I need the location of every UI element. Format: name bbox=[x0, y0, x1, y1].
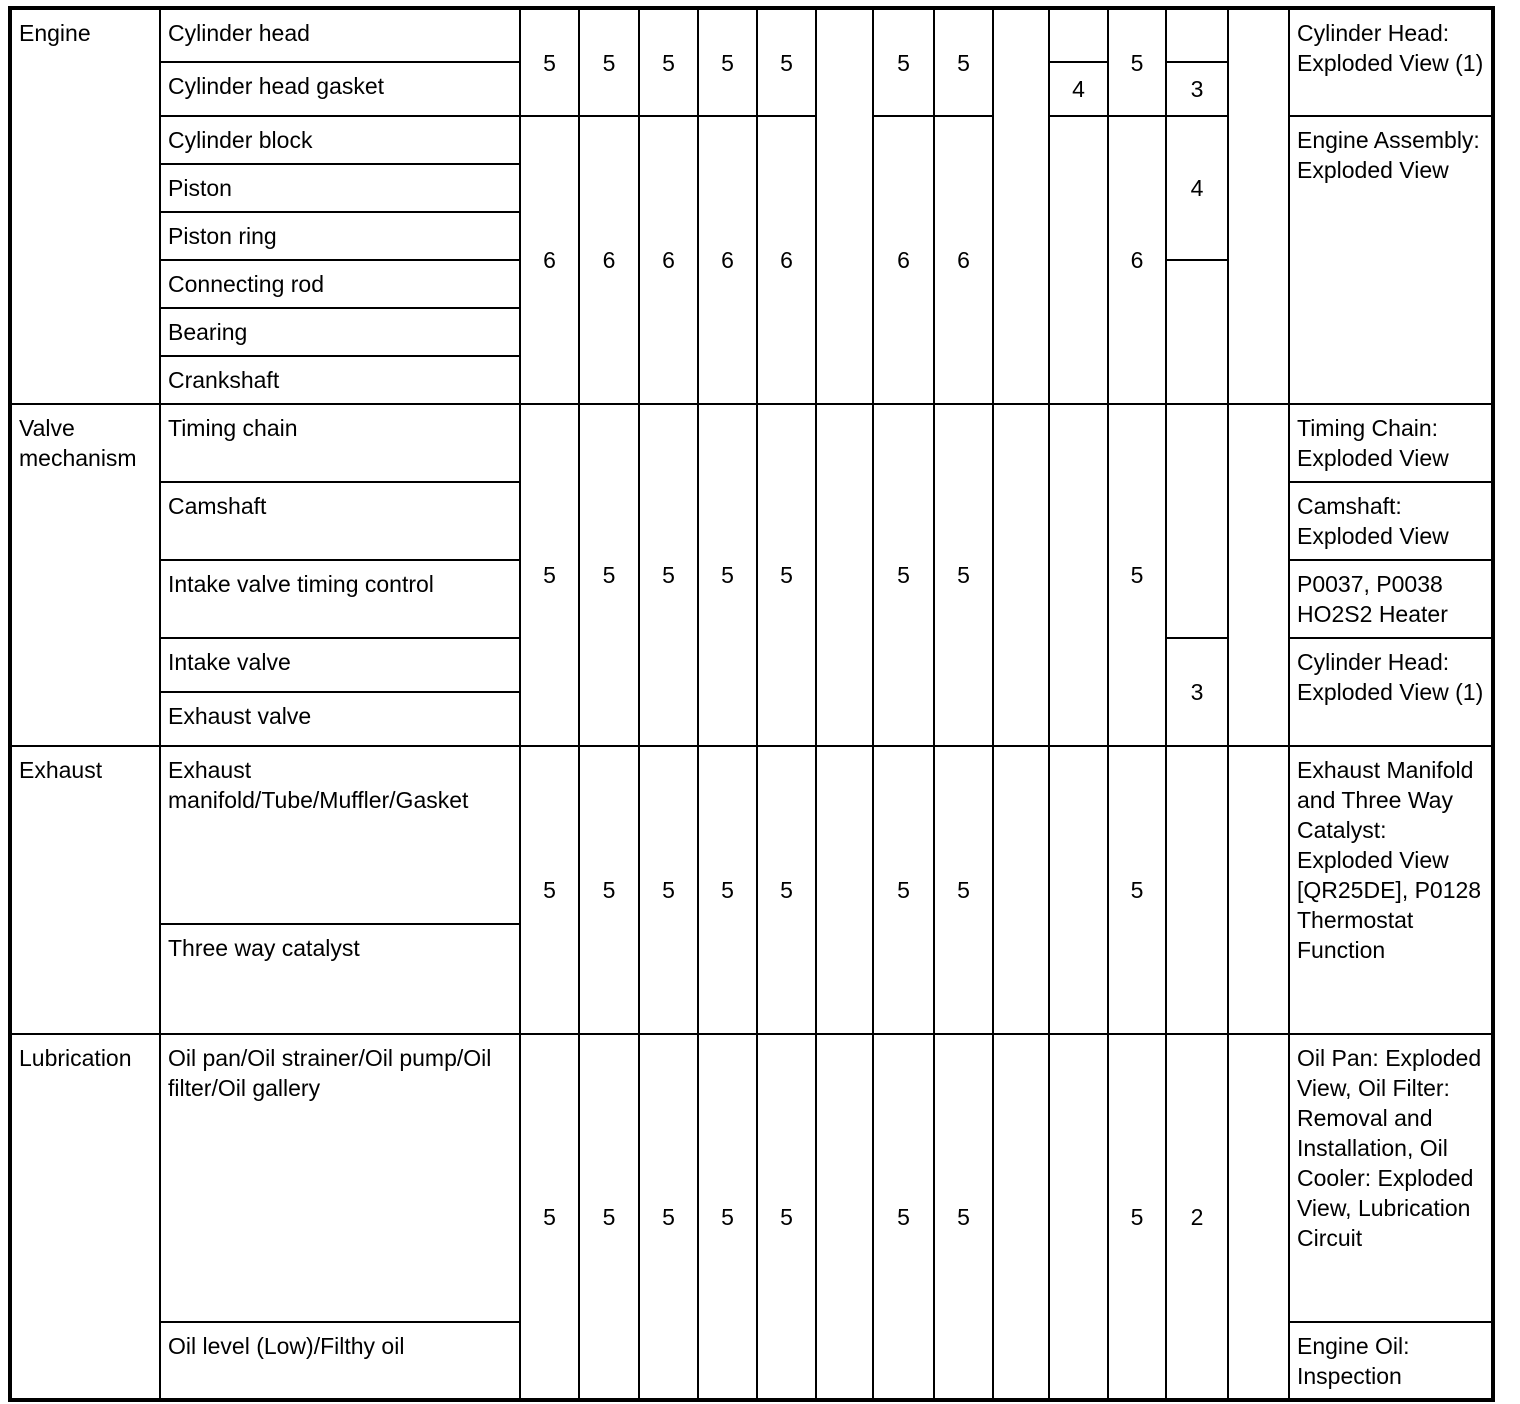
value-cell: 5 bbox=[639, 404, 698, 746]
value-cell: 4 bbox=[1049, 62, 1108, 116]
part-intake-valve: Intake valve bbox=[160, 638, 520, 692]
empty-cell bbox=[1049, 404, 1108, 746]
empty-cell bbox=[1228, 8, 1289, 404]
value-cell: 5 bbox=[639, 746, 698, 1034]
value-cell: 5 bbox=[579, 1034, 639, 1400]
part-intake-valve-timing-control: Intake valve timing control bbox=[160, 560, 520, 638]
empty-cell bbox=[1228, 404, 1289, 746]
reference-cylinder-head-valves: Cylinder Head: Exploded View (1) bbox=[1289, 638, 1493, 746]
value-cell: 5 bbox=[698, 404, 757, 746]
part-oil-level: Oil level (Low)/Filthy oil bbox=[160, 1322, 520, 1400]
value-cell: 3 bbox=[1166, 638, 1228, 746]
part-camshaft: Camshaft bbox=[160, 482, 520, 560]
part-bearing: Bearing bbox=[160, 308, 520, 356]
value-cell: 5 bbox=[520, 404, 579, 746]
empty-cell bbox=[1166, 404, 1228, 638]
part-connecting-rod: Connecting rod bbox=[160, 260, 520, 308]
value-cell: 5 bbox=[520, 746, 579, 1034]
value-cell: 3 bbox=[1166, 62, 1228, 116]
part-three-way-catalyst: Three way catalyst bbox=[160, 924, 520, 1034]
value-cell: 6 bbox=[757, 116, 816, 404]
empty-cell bbox=[1049, 116, 1108, 404]
part-piston: Piston bbox=[160, 164, 520, 212]
value-cell: 5 bbox=[1108, 404, 1166, 746]
value-cell: 5 bbox=[1108, 1034, 1166, 1400]
reference-camshaft: Camshaft: Exploded View bbox=[1289, 482, 1493, 560]
value-cell: 5 bbox=[757, 746, 816, 1034]
value-cell: 4 bbox=[1166, 116, 1228, 260]
part-exhaust-manifold: Exhaust manifold/Tube/Muffler/Gasket bbox=[160, 746, 520, 924]
part-oil-pan: Oil pan/Oil strainer/Oil pump/Oil filter/Oil gallery bbox=[160, 1034, 520, 1322]
reference-timing-chain: Timing Chain: Exploded View bbox=[1289, 404, 1493, 482]
value-cell: 6 bbox=[579, 116, 639, 404]
category-valve-mechanism: Valve mechanism bbox=[10, 404, 160, 746]
value-cell: 6 bbox=[520, 116, 579, 404]
value-cell: 5 bbox=[639, 8, 698, 116]
value-cell: 6 bbox=[934, 116, 993, 404]
value-cell: 2 bbox=[1166, 1034, 1228, 1400]
empty-cell bbox=[1228, 1034, 1289, 1400]
part-cylinder-block: Cylinder block bbox=[160, 116, 520, 164]
reference-oil-pan: Oil Pan: Exploded View, Oil Filter: Removal and Installation, Oil Cooler: Exploded View, Lubrication Circuit bbox=[1289, 1034, 1493, 1322]
empty-cell bbox=[993, 8, 1049, 404]
value-cell: 5 bbox=[579, 404, 639, 746]
empty-cell bbox=[993, 746, 1049, 1034]
value-cell: 6 bbox=[639, 116, 698, 404]
value-cell: 5 bbox=[698, 1034, 757, 1400]
reference-cylinder-head: Cylinder Head: Exploded View (1) bbox=[1289, 8, 1493, 116]
empty-cell bbox=[1228, 746, 1289, 1034]
empty-cell bbox=[1049, 8, 1108, 62]
value-cell: 5 bbox=[873, 1034, 934, 1400]
empty-cell bbox=[816, 1034, 873, 1400]
value-cell: 5 bbox=[698, 746, 757, 1034]
value-cell: 5 bbox=[934, 404, 993, 746]
empty-cell bbox=[993, 1034, 1049, 1400]
value-cell: 5 bbox=[757, 1034, 816, 1400]
value-cell: 6 bbox=[1108, 116, 1166, 404]
value-cell: 5 bbox=[873, 404, 934, 746]
empty-cell bbox=[1166, 8, 1228, 62]
empty-cell bbox=[816, 746, 873, 1034]
category-engine: Engine bbox=[10, 8, 160, 404]
reference-exhaust-manifold: Exhaust Manifold and Three Way Catalyst: Exploded View [QR25DE], P0128 Thermostat Function bbox=[1289, 746, 1493, 1034]
part-exhaust-valve: Exhaust valve bbox=[160, 692, 520, 746]
part-crankshaft: Crankshaft bbox=[160, 356, 520, 404]
part-piston-ring: Piston ring bbox=[160, 212, 520, 260]
empty-cell bbox=[816, 8, 873, 404]
value-cell: 5 bbox=[520, 1034, 579, 1400]
troubleshooting-table bbox=[8, 6, 1495, 1402]
value-cell: 5 bbox=[757, 8, 816, 116]
empty-cell bbox=[816, 404, 873, 746]
value-cell: 5 bbox=[698, 8, 757, 116]
value-cell: 5 bbox=[579, 746, 639, 1034]
value-cell: 5 bbox=[520, 8, 579, 116]
empty-cell bbox=[1166, 746, 1228, 1034]
value-cell: 5 bbox=[1108, 746, 1166, 1034]
value-cell: 5 bbox=[579, 8, 639, 116]
part-cylinder-head-gasket: Cylinder head gasket bbox=[160, 62, 520, 116]
reference-engine-oil: Engine Oil: Inspection bbox=[1289, 1322, 1493, 1400]
value-cell: 6 bbox=[873, 116, 934, 404]
value-cell: 5 bbox=[873, 8, 934, 116]
empty-cell bbox=[1166, 260, 1228, 404]
category-exhaust: Exhaust bbox=[10, 746, 160, 1034]
value-cell: 5 bbox=[934, 746, 993, 1034]
reference-engine-assembly: Engine Assembly: Exploded View bbox=[1289, 116, 1493, 404]
value-cell: 5 bbox=[757, 404, 816, 746]
value-cell: 5 bbox=[934, 8, 993, 116]
empty-cell bbox=[1049, 746, 1108, 1034]
value-cell: 5 bbox=[873, 746, 934, 1034]
part-timing-chain: Timing chain bbox=[160, 404, 520, 482]
value-cell: 5 bbox=[639, 1034, 698, 1400]
reference-ho2s2-heater: P0037, P0038 HO2S2 Heater bbox=[1289, 560, 1493, 638]
value-cell: 5 bbox=[934, 1034, 993, 1400]
value-cell: 6 bbox=[698, 116, 757, 404]
empty-cell bbox=[1049, 1034, 1108, 1400]
value-cell: 5 bbox=[1108, 8, 1166, 116]
category-lubrication: Lubrication bbox=[10, 1034, 160, 1400]
part-cylinder-head: Cylinder head bbox=[160, 8, 520, 62]
empty-cell bbox=[993, 404, 1049, 746]
